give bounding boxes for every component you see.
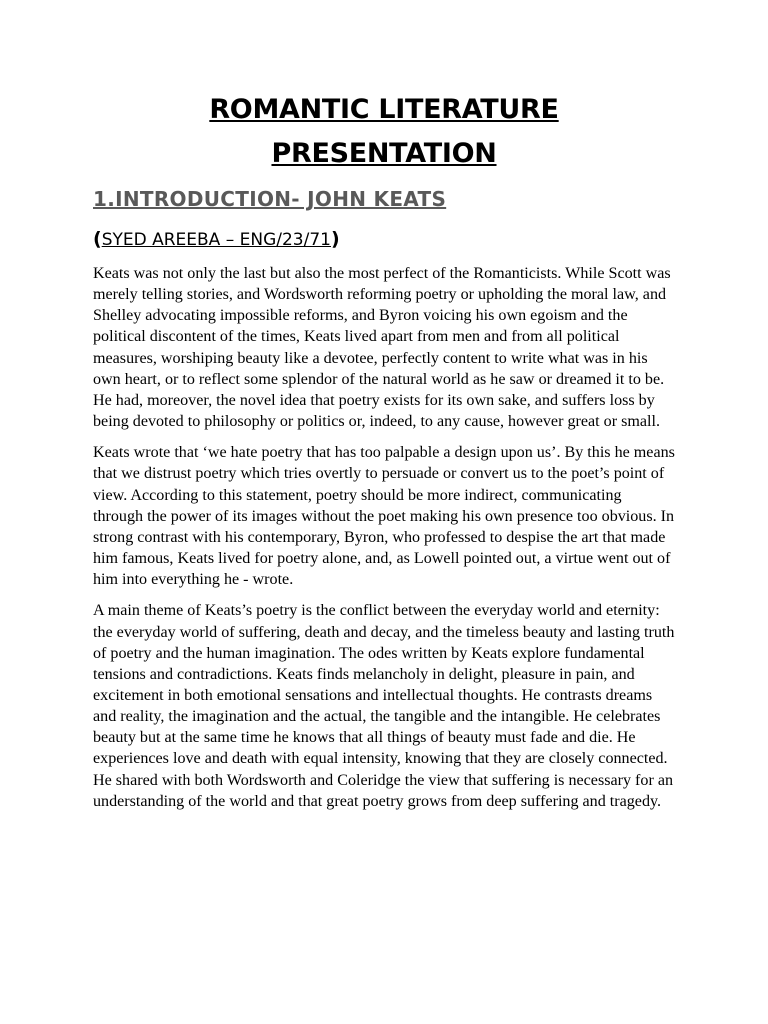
author-close-paren: ): [330, 228, 340, 250]
paragraph-2: Keats wrote that ‘we hate poetry that has too palpable a design upon us’. By this he means that we distrust poetry which tries overtly to persuade or convert us to the poet’s point of view. According to this statement, poetry should be more indirect, communicating through the power of its images without the poet making his own presence too obvious. In strong contrast with his contemporary, Byron, who professed to despise the art that made him famous, Keats lived for poetry alone, and, as Lowell pointed out, a virtue went out of him into everything he - wrote.: [93, 444, 675, 589]
title-line-1: ROMANTIC LITERATURE: [209, 94, 559, 125]
title-line-2: PRESENTATION: [271, 138, 497, 169]
paragraph-3: A main theme of Keats’s poetry is the conflict between the everyday world and eternity: the everyday world of suffering, death and decay, and the timeless beauty and lasting truth of poetry and the human imagination. The odes written by Keats explore fundamental tensions and contradictions. Keats finds melancholy in delight, pleasure in pain, and excitement in both emotional sensations and intellectual thoughts. He contrasts dreams and reality, the imagination and the actual, the tangible and the intangible. He celebrates beauty but at the same time he knows that all things of beauty must fade and die. He experiences love and death with equal intensity, knowing that they are closely connected. He shared with both Wordsworth and Coleridge the view that suffering is necessary for an understanding of the world and that great poetry grows from deep suffering and tragedy.: [93, 602, 675, 810]
section-heading: 1.INTRODUCTION- JOHN KEATS: [93, 187, 447, 211]
document-title: [93, 88, 675, 176]
author-line: [93, 228, 675, 251]
document-page: [93, 88, 675, 812]
author-open-paren: (: [93, 228, 102, 250]
paragraph-1: Keats was not only the last but also the most perfect of the Romanticists. While Scott was merely telling stories, and Wordsworth reforming poetry or upholding the moral law, and Shelley advocating impossible reforms, and Byron voicing his own egoism and the political discontent of the times, Keats lived apart from men and from all political measures, worshiping beauty like a devotee, perfectly content to write what was in his own heart, or to reflect some splendor of the natural world as he saw or dreamed it to be. He had, moreover, the novel idea that poetry exists for its own sake, and suffers loss by being devoted to philosophy or politics or, indeed, to any cause, however great or small.: [93, 265, 671, 431]
author-name: SYED AREEBA – ENG/23/71: [101, 230, 331, 250]
